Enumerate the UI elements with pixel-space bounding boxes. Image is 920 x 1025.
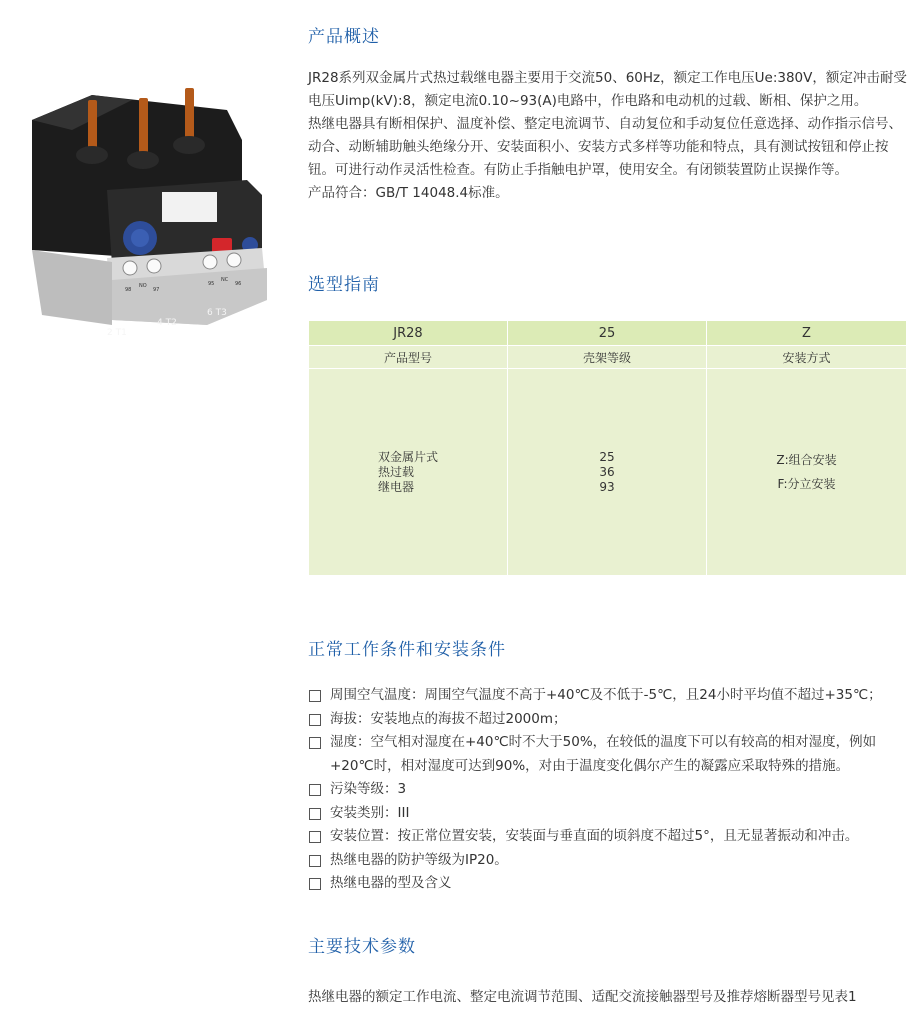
- cell-line: 热过载: [377, 464, 414, 479]
- list-item: [308, 872, 908, 896]
- install-methods: [776, 448, 836, 496]
- checkbox-icon: [309, 855, 321, 867]
- selection-table: [308, 320, 907, 576]
- cell-line: 25: [599, 449, 615, 464]
- list-item-text: 海拔：安装地点的海拔不超过2000m；: [330, 710, 567, 727]
- list-item-text: 湿度：空气相对湿度在+40℃时不大于50%，在较低的温度下可以有较高的相对湿度，例如+20℃时，相对湿度可达到90%，对由于温度变化偶尔产生的凝露应采取特殊的措施。: [330, 734, 877, 774]
- overview-paragraph-3: 产品符合：GB/T 14048.4标准。: [308, 185, 509, 201]
- section-title-selection: 选型指南: [308, 275, 380, 295]
- checkbox-icon: [309, 714, 321, 726]
- table-cell: [508, 369, 707, 576]
- checkbox-icon: [309, 878, 321, 890]
- cell-line: 继电器: [377, 479, 414, 494]
- overview-paragraph-1: JR28系列双金属片式热过载继电器主要用于交流50、60Hz，额定工作电压Ue:380V，额定冲击耐受电压Uimp(kV):8，额定电流0.10~93(A)电路中，作电路和电动机的过载、断相、保护之用。: [308, 70, 907, 109]
- list-item: [308, 684, 908, 708]
- section-title-conditions: 正常工作条件和安装条件: [308, 640, 506, 660]
- table-cell: [707, 369, 907, 576]
- table-cell: 产品型号: [309, 346, 508, 369]
- checkbox-icon: [309, 737, 321, 749]
- overview-text: [308, 67, 908, 205]
- cell-line: 93: [599, 479, 615, 494]
- table-cell: JR28: [309, 321, 508, 346]
- list-item: [308, 802, 908, 826]
- product-type-desc: [378, 450, 438, 495]
- table-cell: [309, 369, 508, 576]
- tech-intro-text: 热继电器的额定工作电流、整定电流调节范围、适配交流接触器型号及推荐熔断器型号见表1: [308, 989, 857, 1005]
- checkbox-icon: [309, 784, 321, 796]
- list-item: [308, 849, 908, 873]
- list-item: [308, 708, 908, 732]
- contact-label: 98: [125, 287, 132, 293]
- cell-line: 36: [599, 464, 615, 479]
- table-row: [309, 321, 907, 346]
- list-item-text: 热继电器的型及含义: [330, 875, 452, 891]
- table-row: [309, 369, 907, 576]
- checkbox-icon: [309, 831, 321, 843]
- section-title-tech: 主要技术参数: [308, 937, 416, 957]
- contact-label: 95: [208, 281, 215, 287]
- relay-product-image: [12, 80, 297, 342]
- terminal-label-6t3: 6 T3: [207, 308, 227, 318]
- list-item: [308, 825, 908, 849]
- cell-line: 双金属片式: [377, 449, 438, 464]
- conditions-list: [308, 684, 908, 896]
- list-item-text: 热继电器的防护等级为IP20。: [330, 851, 508, 868]
- frame-grades: [599, 450, 614, 495]
- terminal-label-2t1: 2 T1: [107, 328, 127, 338]
- table-cell: 25: [508, 321, 707, 346]
- list-item: [308, 731, 908, 778]
- checkbox-icon: [309, 808, 321, 820]
- table-row: [309, 346, 907, 369]
- table-cell: 壳架等级: [508, 346, 707, 369]
- contact-label: 96: [235, 281, 242, 287]
- table-cell: 安装方式: [707, 346, 907, 369]
- table-cell: Z: [707, 321, 907, 346]
- overview-paragraph-2: 热继电器具有断相保护、温度补偿、整定电流调节、自动复位和手动复位任意选择、动作指示信号、动合、动断辅助触头绝缘分开、安装面积小、安装方式多样等功能和特点，具有测试按钮和停止按钮。可进行动作灵活性检查。有防止手指触电护罩，使用安全。有闭锁装置防止误操作等。: [308, 116, 902, 178]
- cell-line: F:分立安装: [777, 477, 836, 491]
- contact-label: NC: [221, 277, 229, 283]
- section-title-overview: 产品概述: [308, 27, 380, 47]
- checkbox-icon: [309, 690, 321, 702]
- list-item: [308, 778, 908, 802]
- cell-line: Z:组合安装: [776, 453, 837, 467]
- contact-label: 97: [153, 287, 160, 293]
- list-item-text: 安装类别：III: [330, 804, 410, 821]
- list-item-text: 污染等级：3: [330, 781, 407, 797]
- contact-label: NO: [139, 283, 147, 289]
- list-item-text: 周围空气温度：周围空气温度不高于+40℃及不低于-5℃，且24小时平均值不超过+35℃；: [330, 687, 882, 703]
- list-item-text: 安装位置：按正常位置安装，安装面与垂直面的顷斜度不超过5°，且无显著振动和冲击。: [330, 828, 859, 844]
- terminal-label-4t2: 4 T2: [157, 318, 177, 328]
